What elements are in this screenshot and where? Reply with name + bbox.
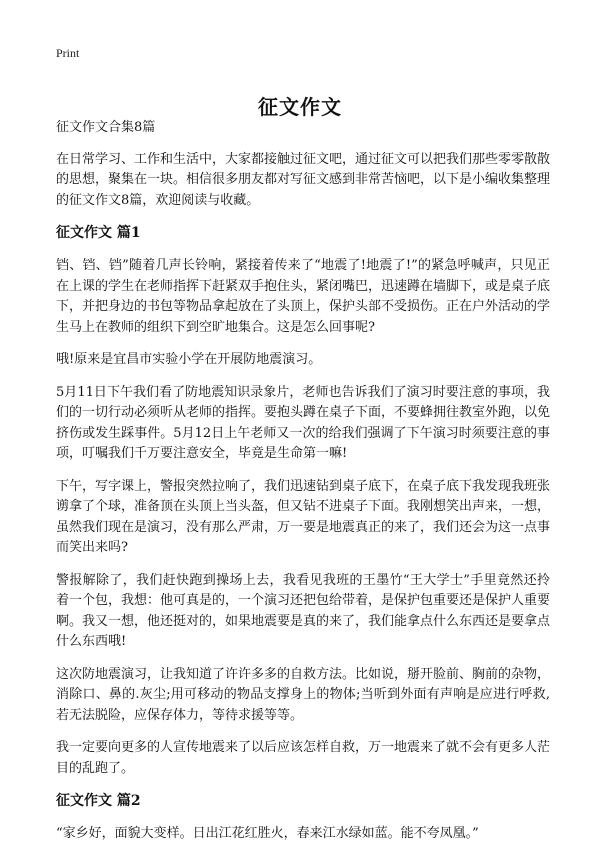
paragraph: 5月11日下午我们看了防地震知识录象片，老师也告诉我们了演习时要注意的事项，我们的一切行动必须听从老师的指挥。要抱头蹲在桌子下面，不要蜂拥往教室外跑，以免挤伤或发生踩事件。5月12日上午老师又一次的给我们强调了下午演习时须要注意的事项，叮嘱我们千万要注意安全，毕竟是生命第一嘛! bbox=[56, 384, 551, 461]
paragraph: 铛、铛、铛”随着几声长铃响，紧接着传来了“地震了!地震了!”的紧急呼喊声，只见正在上课的学生在老师指挥下赶紧双手抱住头，紧闭嘴巴，迅速蹲在墙脚下，或是桌子底下，并把身边的书包等物品拿起放在了头顶上，保护头部不受损伤。正在户外活动的学生马上在教师的组织下到空旷地集合。这是怎么回事呢? bbox=[56, 258, 551, 335]
page-title: 征文作文 bbox=[258, 95, 342, 120]
paragraph: 这次防地震演习，让我知道了许许多多的自救方法。比如说，掰开脸前、胸前的杂物，消除口、鼻的.灰尘;用可移动的物品支撑身上的物体;当听到外面有声响是应进行呼救,若无法脱险，应保存体力，等待求援等等。 bbox=[56, 666, 551, 723]
section-heading: 征文作文 篇1 bbox=[56, 225, 141, 241]
print-link[interactable]: Print bbox=[56, 46, 80, 60]
paragraph: 下午，写字课上，警报突然拉响了，我们迅速钻到桌子底下，在桌子底下我发现我班张谫拿了个球，准备顶在头顶上当头盔，但又钻不进桌子下面。我刚想笑出声来，一想，虽然我们现在是演习，没有那么严肃，万一要是地震真正的来了，我们还会为这一点事而笑出来吗? bbox=[56, 478, 551, 555]
paragraph: “家乡好，面貌大变样。日出江花红胜火，春来江水绿如蓝。能不夸凤凰。” bbox=[56, 826, 479, 841]
paragraph: 哦!原来是宜昌市实验小学在开展防地震演习。 bbox=[56, 352, 322, 367]
paragraph: 我一定要向更多的人宣传地震来了以后应该怎样自救，万一地震来了就不会有更多人茫目的乱跑了。 bbox=[56, 740, 551, 776]
intro-paragraph: 在日常学习、工作和生活中，大家都接触过征文吧，通过征文可以把我们那些零零散散的思想，聚集在一块。相信很多朋友都对写征文感到非常苦恼吧，以下是小编收集整理的征文作文8篇，欢迎阅读与收藏。 bbox=[56, 151, 551, 208]
article-subtitle: 征文作文合集8篇 bbox=[56, 120, 156, 135]
paragraph: 警报解除了，我们赶快跑到操场上去，我看见我班的王墨竹“王大学士”手里竟然还拎着一个包，我想：他可真是的，一个演习还把包给带着，是保护包重要还是保护人重要啊。我又一想，他还挺对的，如果地震要是真的来了，我们能拿点什么东西还是要拿点什么东西哦! bbox=[56, 572, 551, 649]
section-heading: 征文作文 篇2 bbox=[56, 793, 141, 809]
article-body bbox=[56, 118, 550, 857]
